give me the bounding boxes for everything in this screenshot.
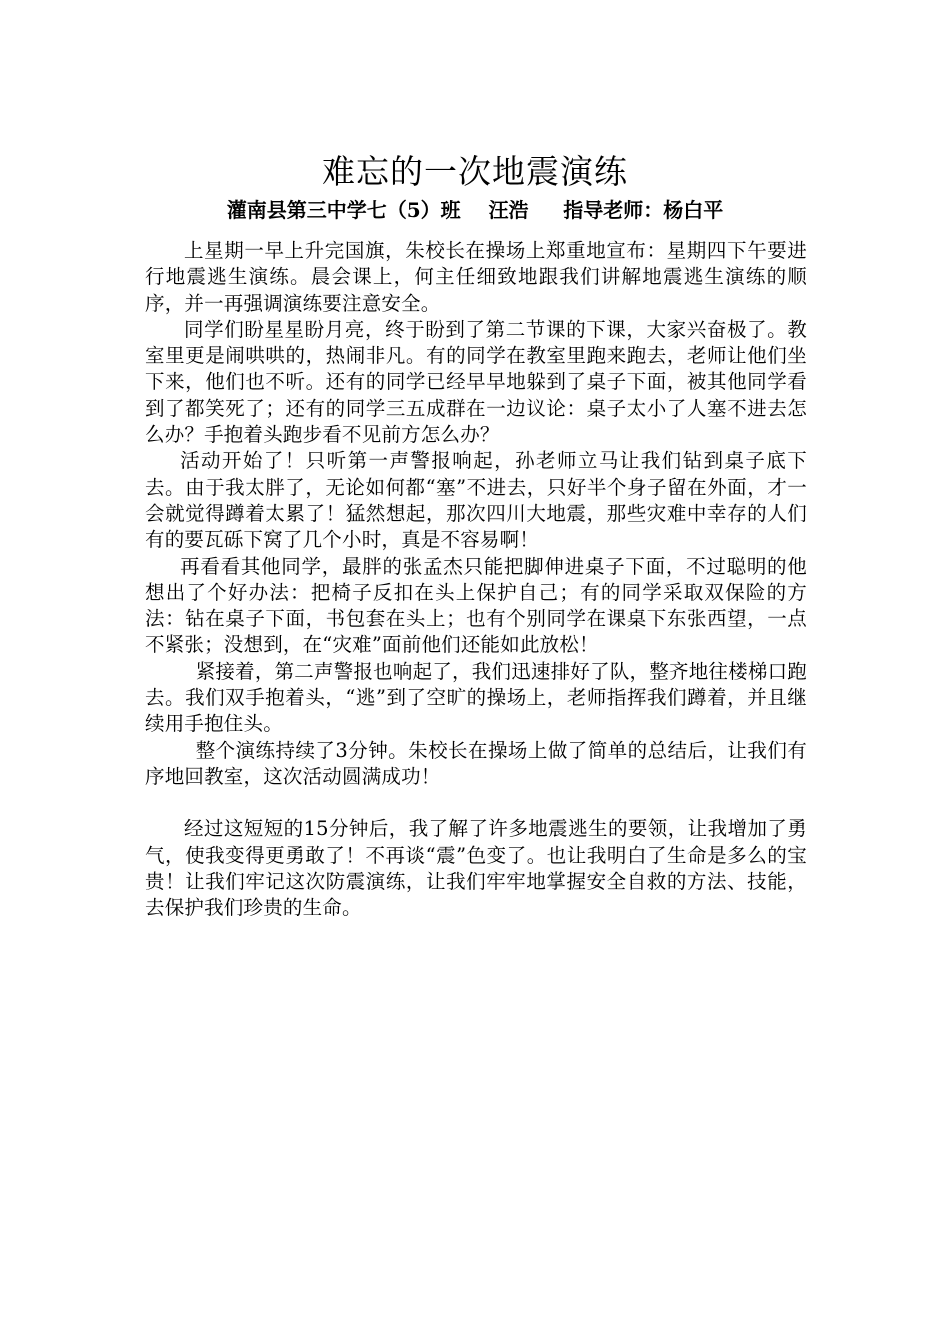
paragraph-4: 再看看其他同学，最胖的张孟杰只能把脚伸进桌子下面，不过聪明的他想出了个好办法：把椅子反扣在头上保护自己；有的同学采取双保险的方法：钻在桌子下面，书包套在头上；也有个别同学在课桌下东张西望，一点不紧张；没想到，在“灾难”面前他们还能如此放松！ — [145, 554, 807, 657]
paragraph-5: 紧接着，第二声警报也响起了，我们迅速排好了队，整齐地往楼梯口跑去。我们双手抱着头，“逃”到了空旷的操场上，老师指挥我们蹲着，并且继续用手抱住头。 — [145, 659, 807, 736]
paragraph-7: 经过这短短的15分钟后，我了解了许多地震逃生的要领，让我增加了勇气，使我变得更勇敢了！不再谈“震”色变了。也让我明白了生命是多么的宝贵！让我们牢记这次防震演练，让我们牢牢地掌握安全自救的方法、技能，去保护我们珍贵的生命。 — [145, 817, 807, 920]
paragraph-2: 同学们盼星星盼月亮，终于盼到了第二节课的下课，大家兴奋极了。教室里更是闹哄哄的，热闹非凡。有的同学在教室里跑来跑去，老师让他们坐下来，他们也不听。还有的同学已经早早地躲到了桌子下面，被其他同学看到了都笑死了；还有的同学三五成群在一边议论：桌子太小了人塞不进去怎么办？手抱着头跑步看不见前方怎么办？ — [145, 317, 807, 447]
author-byline: 灌南县第三中学七（5）班 汪浩 指导老师：杨白平 — [226, 198, 724, 222]
paragraph-gap — [145, 790, 807, 816]
document-body — [145, 238, 807, 921]
paragraph-1: 上星期一早上升完国旗，朱校长在操场上郑重地宣布：星期四下午要进行地震逃生演练。晨会课上，何主任细致地跟我们讲解地震逃生演练的顺序，并一再强调演练要注意安全。 — [145, 239, 807, 315]
paragraph-3: 活动开始了！只听第一声警报响起，孙老师立马让我们钻到桌子底下去。由于我太胖了，无论如何都“塞”不进去，只好半个身子留在外面，才一会就觉得蹲着太累了！猛然想起，那次四川大地震，那些灾难中幸存的人们有的要瓦砾下窝了几个小时，真是不容易啊！ — [145, 449, 807, 552]
document-title: 难忘的一次地震演练 — [322, 152, 628, 192]
paragraph-6: 整个演练持续了3分钟。朱校长在操场上做了简单的总结后，让我们有序地回教室，这次活动圆满成功！ — [145, 738, 807, 788]
